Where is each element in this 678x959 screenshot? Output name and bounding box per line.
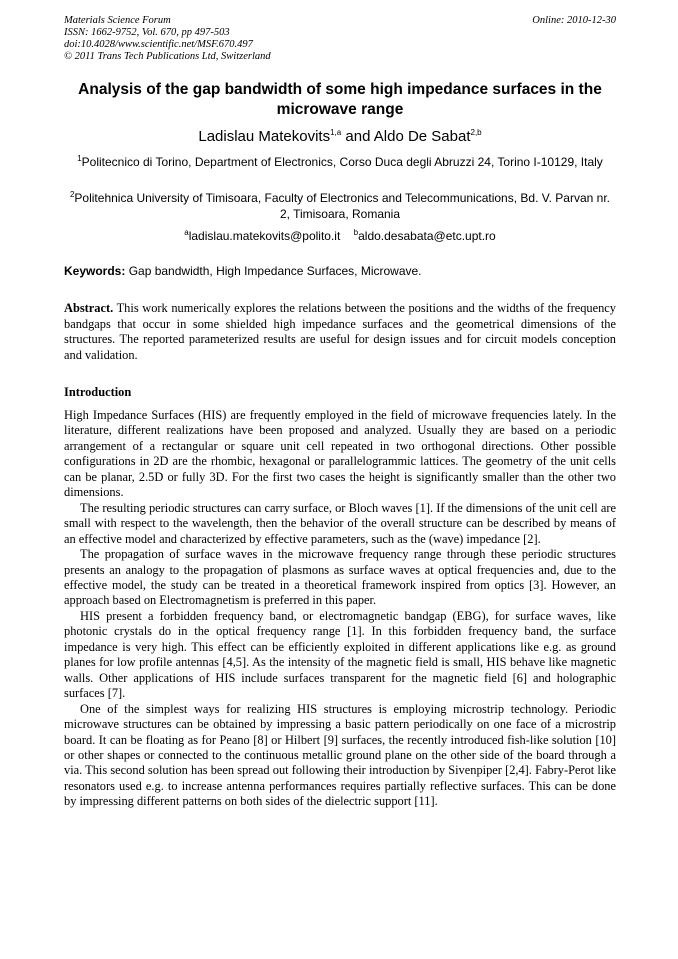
issn-line: ISSN: 1662-9752, Vol. 670, pp 497-503 xyxy=(64,27,230,38)
email-a[interactable]: ladislau.matekovits@polito.it xyxy=(188,229,341,243)
author-2: Aldo De Sabat xyxy=(373,128,471,145)
affiliation-2 xyxy=(64,191,616,222)
journal-header xyxy=(64,15,616,63)
paragraph: The propagation of surface waves in the microwave frequency range through these periodic structures presents an analogy to the propagation of plasmons as surface waves at optical frequencies and, due to the effective model, the study can be treated in a theoretical framework inspired from optics [3]. However, an approach based on Electromagnetism is preferred in this paper. xyxy=(64,547,616,608)
email-a-sup: a xyxy=(184,228,189,237)
keywords xyxy=(64,264,616,279)
paragraph: The resulting periodic structures can carry surface, or Bloch waves [1]. If the dimensions of the unit cell are small with respect to the wavelength, then the behavior of the overall structure can be described by means of an effective model and characterized by effective parameters, such as the (wave) impedance [2]. xyxy=(64,500,616,546)
abstract-text: This work numerically explores the relations between the positions and the widths of the frequency bandgaps that occur in some shielded high impedance surfaces and the geometrical dimensions of the structures. The reported parameterized results are useful for design issues and for circuit models conception and validation. xyxy=(64,301,616,362)
abstract xyxy=(64,301,616,363)
author-2-sup: 2,b xyxy=(470,128,482,137)
author-conjunction: and xyxy=(341,128,374,145)
introduction-body xyxy=(64,408,616,810)
affiliation-1 xyxy=(64,155,616,171)
author-1: Ladislau Matekovits xyxy=(198,128,331,145)
online-date: Online: 2010-12-30 xyxy=(532,15,616,26)
keywords-text: Gap bandwidth, High Impedance Surfaces, Microwave. xyxy=(125,264,422,278)
author-line xyxy=(64,128,616,146)
copyright-line: © 2011 Trans Tech Publications Ltd, Switzerland xyxy=(64,51,271,62)
keywords-label: Keywords: xyxy=(64,264,126,278)
email-b[interactable]: aldo.desabata@etc.upt.ro xyxy=(358,229,496,243)
paragraph: One of the simplest ways for realizing HIS structures is employing microstrip technology. Periodic microwave structures can be obtained by impressing a basic pattern periodically on one face of a microstrip board. It can be floating as for Peano [8] or Hilbert [9] surfaces, the recently introduced fish-like solution [10] or other shapes or connected to the continuous metallic ground plane on the other side of the board through a via. This second solution has been spread out following their introduction by Sivenpiper [2,4]. Fabry-Perot like resonators used e.g. to increase antenna performances requires partially reflective surfaces. This can be done by impressing different patterns on both sides of the dielectric support [11]. xyxy=(64,701,616,809)
affiliation-2-text: Politehnica University of Timisoara, Faculty of Electronics and Telecommunications, Bd. V. Parvan nr. 2, Timisoara, Romania xyxy=(74,191,611,221)
paragraph: HIS present a forbidden frequency band, or electromagnetic bandgap (EBG), for surface waves, like photonic crystals do in the optical frequency range [1]. In this forbidden frequency band, the surface impedance is very high. This effect can be efficiently exploited in different applications like e.g. as ground planes for low profile antennas [4,5]. As the intensity of the magnetic field is small, HIS behave like magnetic walls. Other applications of HIS include surfaces transparent for the magnetic field [6] and holographic surfaces [7]. xyxy=(64,608,616,701)
paper-title: Analysis of the gap bandwidth of some high impedance surfaces in the microwave range xyxy=(78,81,602,118)
email-line xyxy=(64,229,616,245)
affiliation-2-sup: 2 xyxy=(69,190,75,199)
abstract-label: Abstract. xyxy=(64,301,114,315)
section-heading-introduction: Introduction xyxy=(64,385,132,399)
journal-name: Materials Science Forum xyxy=(64,15,171,26)
email-b-sup: b xyxy=(353,228,359,237)
doi-line: doi:10.4028/www.scientific.net/MSF.670.497 xyxy=(64,39,253,50)
affiliation-1-sup: 1 xyxy=(77,154,82,163)
affiliation-1-text: Politecnico di Torino, Department of Electronics, Corso Duca degli Abruzzi 24, Torino I-10129, Italy xyxy=(81,155,603,169)
author-1-sup: 1,a xyxy=(330,128,342,137)
paragraph: High Impedance Surfaces (HIS) are frequently employed in the field of microwave frequencies lately. In the literature, different realizations have been proposed and analyzed. Usually they are based on a periodic arrangement of a rectangular or square unit cell repeated in two orthogonal directions. Other possible configurations in 2D are the rhombic, hexagonal or parallelogrammic lattices. The geometry of the unit cells can be planar, 2.5D or fully 3D. For the first two cases the height is significantly smaller than the other two dimensions. xyxy=(64,408,616,500)
